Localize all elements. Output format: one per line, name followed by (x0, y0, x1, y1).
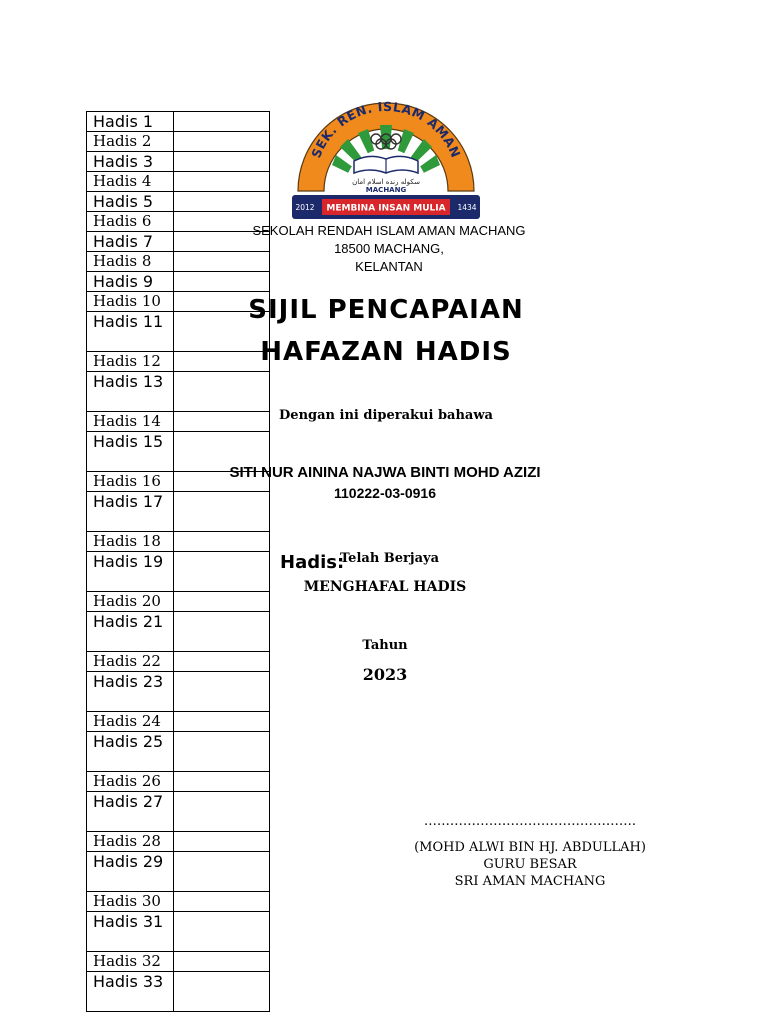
table-row (87, 192, 270, 212)
hadis-check-cell (174, 132, 270, 152)
hadis-label-cell: Hadis 14 (87, 412, 174, 432)
hadis-check-cell (174, 152, 270, 172)
hadis-check-cell (174, 112, 270, 132)
hadis-label-cell: Hadis 17 (87, 492, 174, 532)
table-row (87, 672, 270, 712)
table-row (87, 612, 270, 652)
hadis-label-cell: Hadis 4 (87, 172, 174, 192)
signature-block (390, 839, 670, 890)
table-row (87, 852, 270, 892)
hadis-label-cell: Hadis 28 (87, 832, 174, 852)
school-logo (288, 95, 484, 225)
table-row (87, 772, 270, 792)
hadis-label-cell: Hadis 32 (87, 952, 174, 972)
table-row (87, 652, 270, 672)
hadis-label-cell: Hadis 21 (87, 612, 174, 652)
logo-arabic: سکوله رنده اسلام امان (352, 178, 420, 186)
table-row (87, 912, 270, 952)
hadis-check-cell (174, 832, 270, 852)
hadis-label-cell: Hadis 5 (87, 192, 174, 212)
logo-year-right: 1434 (457, 203, 477, 212)
table-row (87, 172, 270, 192)
table-row (87, 792, 270, 832)
hadis-check-cell (174, 732, 270, 772)
logo-place: MACHANG (365, 186, 407, 194)
table-row (87, 972, 270, 1012)
table-row (87, 552, 270, 592)
hadis-label-cell: Hadis 9 (87, 272, 174, 292)
student-name: SITI NUR AININA NAJWA BINTI MOHD AZIZI (229, 464, 541, 481)
hadis-label-cell: Hadis 26 (87, 772, 174, 792)
student-info (200, 463, 570, 503)
hadis-label-cell: Hadis 15 (87, 432, 174, 472)
hadis-label: Hadis: (280, 552, 345, 573)
hadis-label-cell: Hadis 16 (87, 472, 174, 492)
certificate-title (222, 289, 550, 373)
table-row (87, 532, 270, 552)
table-row (87, 832, 270, 852)
hadis-label-cell: Hadis 3 (87, 152, 174, 172)
hadis-check-cell (174, 592, 270, 612)
table-row (87, 892, 270, 912)
hadis-check-cell (174, 552, 270, 592)
hadis-check-cell (174, 852, 270, 892)
hadis-check-cell (174, 912, 270, 952)
hadis-check-cell (174, 712, 270, 732)
hadis-label-cell: Hadis 33 (87, 972, 174, 1012)
hadis-label-cell: Hadis 12 (87, 352, 174, 372)
table-row (87, 132, 270, 152)
hadis-label-cell: Hadis 7 (87, 232, 174, 252)
hadis-check-cell (174, 652, 270, 672)
hadis-check-cell (174, 672, 270, 712)
hadis-label-cell: Hadis 11 (87, 312, 174, 352)
hadis-check-cell (174, 892, 270, 912)
hadis-check-cell (174, 372, 270, 412)
hadis-label-cell: Hadis 29 (87, 852, 174, 892)
school-address-line2: KELANTAN (355, 259, 423, 274)
hadis-check-cell (174, 532, 270, 552)
achievement: MENGHAFAL HADIS (303, 579, 467, 595)
school-header (235, 222, 543, 276)
hadis-label-cell: Hadis 2 (87, 132, 174, 152)
certificate-intro: Dengan ini diperakui bahawa (279, 408, 493, 423)
hadis-label-cell: Hadis 8 (87, 252, 174, 272)
hadis-check-cell (174, 172, 270, 192)
table-row (87, 592, 270, 612)
signatory-name: (MOHD ALWI BIN HJ. ABDULLAH) (414, 840, 646, 855)
hadis-label-cell: Hadis 20 (87, 592, 174, 612)
hadis-label-cell: Hadis 31 (87, 912, 174, 952)
hadis-label-cell: Hadis 23 (87, 672, 174, 712)
table-row (87, 712, 270, 732)
school-address-line1: 18500 MACHANG, (334, 241, 444, 256)
hadis-label-cell: Hadis 25 (87, 732, 174, 772)
logo-year-left: 2012 (295, 203, 315, 212)
signature-line: …………………………………………. (423, 814, 637, 829)
table-row (87, 112, 270, 132)
hadis-check-cell (174, 192, 270, 212)
title-line2: HAFAZAN HADIS (260, 337, 512, 367)
table-row (87, 152, 270, 172)
year-value: 2023 (362, 665, 408, 684)
table-row (87, 372, 270, 412)
school-name: SEKOLAH RENDAH ISLAM AMAN MACHANG (252, 223, 526, 238)
hadis-label-cell: Hadis 10 (87, 292, 174, 312)
hadis-label-cell: Hadis 27 (87, 792, 174, 832)
hadis-label-cell: Hadis 13 (87, 372, 174, 412)
signatory-school: SRI AMAN MACHANG (454, 874, 606, 889)
hadis-label-cell: Hadis 1 (87, 112, 174, 132)
signatory-position: GURU BESAR (483, 857, 577, 872)
hadis-check-cell (174, 792, 270, 832)
table-row (87, 952, 270, 972)
hadis-label-cell: Hadis 19 (87, 552, 174, 592)
student-ic: 110222-03-0916 (334, 485, 436, 501)
hadis-label-cell: Hadis 18 (87, 532, 174, 552)
hadis-label-cell: Hadis 6 (87, 212, 174, 232)
hadis-check-cell (174, 952, 270, 972)
hadis-label-cell: Hadis 24 (87, 712, 174, 732)
hadis-label-cell: Hadis 22 (87, 652, 174, 672)
hadis-check-cell (174, 612, 270, 652)
logo-motto: MEMBINA INSAN MULIA (326, 203, 446, 214)
table-row (87, 732, 270, 772)
title-line1: SIJIL PENCAPAIAN (248, 295, 524, 325)
achieved-label: Telah Berjaya (340, 551, 440, 566)
hadis-check-cell (174, 772, 270, 792)
hadis-label-cell: Hadis 30 (87, 892, 174, 912)
year-label: Tahun (362, 638, 408, 653)
hadis-check-cell (174, 972, 270, 1012)
logo-arc-text: SEK. REN. ISLAM AMAN (308, 98, 464, 160)
